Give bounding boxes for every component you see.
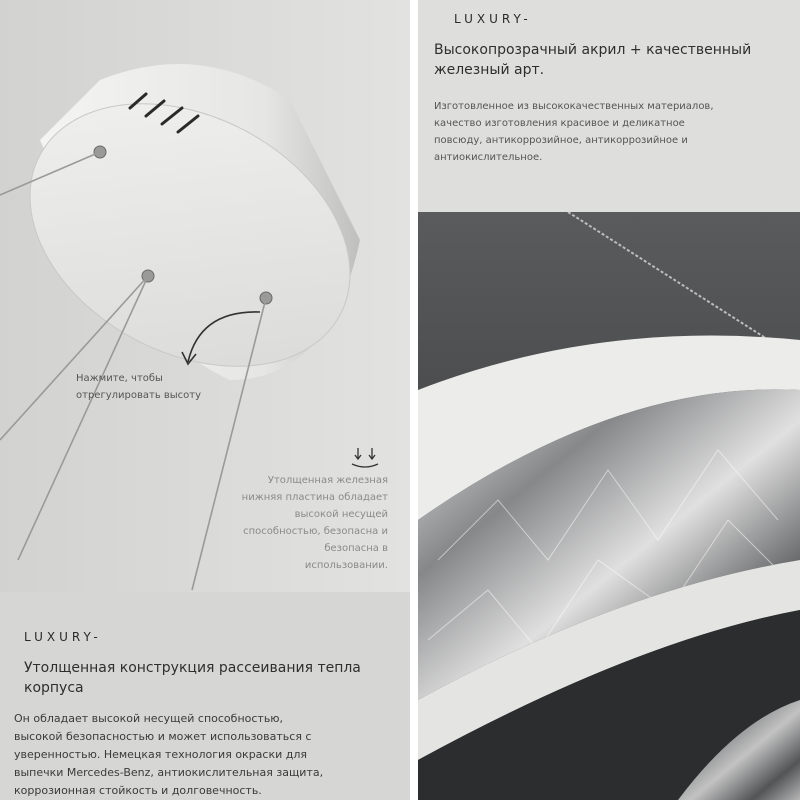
plate-note-line: высокой несущей: [294, 509, 388, 520]
headline-line: корпуса: [24, 680, 84, 696]
body-line: Изготовленное из высококачественных материалов,: [434, 101, 714, 112]
left-description-block: [0, 592, 410, 800]
adjust-note-line: Нажмите, чтобы: [76, 373, 163, 384]
left-headline: [24, 658, 404, 698]
body-line: уверенностью. Немецкая технология окраски для: [14, 748, 308, 761]
right-product-panel: [418, 0, 800, 800]
brand-title: LUXURY-: [454, 12, 532, 26]
headline-line: Высокопрозрачный акрил + качественный: [434, 42, 752, 58]
plate-note-line: способностью, безопасна и: [243, 526, 388, 537]
brand-title: LUXURY-: [24, 630, 102, 644]
body-line: антиокислительное.: [434, 152, 543, 163]
body-line: Он обладает высокой несущей способностью,: [14, 712, 284, 725]
body-line: коррозионная стойкость и долговечность.: [14, 784, 262, 797]
right-description-block: [418, 0, 800, 212]
left-body-text: [14, 710, 404, 800]
adjust-height-note: [76, 370, 201, 404]
adjust-note-line: отрегулировать высоту: [76, 390, 202, 401]
plate-note: [188, 472, 388, 574]
plate-note-line: безопасна в: [324, 543, 388, 554]
body-line: качество изготовления красивое и деликатное: [434, 118, 685, 129]
body-line: выпечки Mercedes-Benz, антиокислительная защита,: [14, 766, 324, 779]
headline-line: Утолщенная конструкция рассеивания тепла: [24, 660, 361, 676]
plate-note-line: нижняя пластина обладает: [241, 492, 388, 503]
body-line: высокой безопасностью и может использоваться с: [14, 730, 312, 743]
body-line: повсюду, антикоррозийное, антикоррозийное и: [434, 135, 688, 146]
plate-note-line: использовании.: [304, 560, 388, 571]
right-body-text: [434, 98, 796, 166]
right-headline: [434, 40, 796, 80]
headline-line: железный арт.: [434, 62, 545, 78]
plate-note-line: Утолщенная железная: [267, 475, 388, 486]
